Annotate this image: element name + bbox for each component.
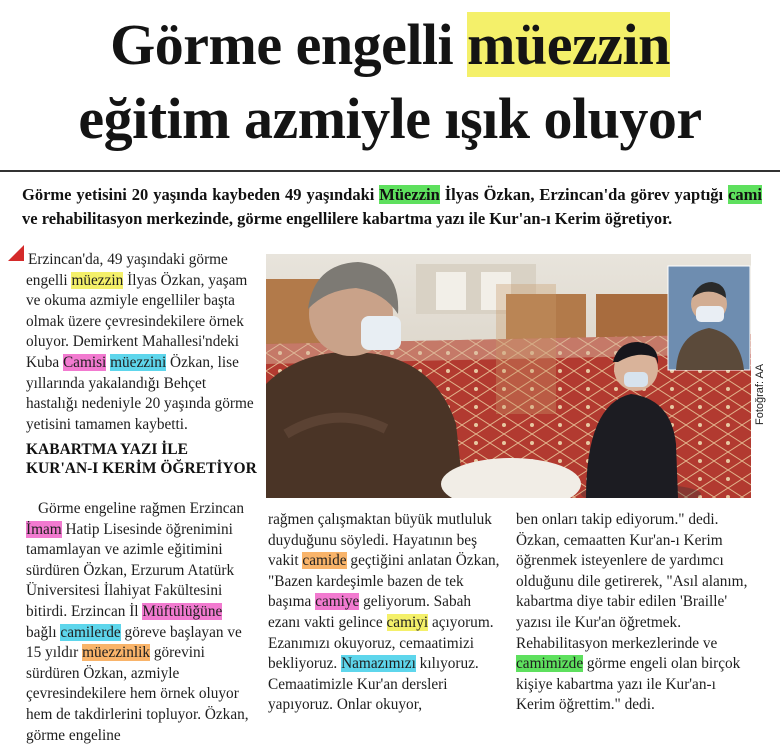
highlight-muezzin: Müezzin: [379, 185, 440, 204]
body-text: İlyas Özkan, yaşam ve okuma azmiyle engelliler başta olmak üzere çevresindekilere örnek oluyor. Demirkent Mahallesi'ndeki Kuba: [26, 271, 248, 371]
article-paragraph-1: [26, 250, 254, 435]
highlight-namazimizi: Namazımızı: [341, 655, 416, 673]
body-text: Görme engeline rağmen Erzincan: [38, 500, 244, 517]
lead-text: İlyas Özkan, Erzincan'da görev yaptığı: [439, 185, 729, 204]
highlight-camimizde: camimizde: [516, 655, 584, 673]
highlight-cami: cami: [728, 185, 762, 204]
body-text: kılıyoruz. Cemaatimizle Kur'an dersleri yapıyoruz. Onlar okuyor,: [268, 655, 479, 714]
section-marker-icon: [8, 245, 24, 261]
article-paragraph-3: [268, 510, 500, 716]
body-text: bağlı: [26, 623, 61, 641]
article-paragraph-2: [26, 499, 252, 746]
highlight-camiye: camiye: [315, 593, 360, 611]
body-text: Özkan, lise yıllarında yakalandığı Behçet hastalığı nedeniyle 20 yaşında görme yetisini tamamen kaybetti.: [26, 353, 254, 433]
body-text: görme engeli olan birçok kişiye kabartma yazı ile Kur'an-ı Kerim öğrettim." dedi.: [516, 655, 741, 714]
highlight-muezzini: müezzini: [110, 353, 167, 371]
highlight-muezzin: müezzin: [467, 12, 670, 77]
body-text: görevini sürdüren Özkan, azmiyle çevresindekilere hem örnek oluyor hem de takdirlerini topluyor. Özkan, görme engeline: [26, 644, 249, 744]
subhead-line-1: KABARTMA YAZI İLE: [26, 441, 188, 458]
body-text: Hatip Lisesinde öğrenimini tamamlayan ve azimle eğitimini sürdüren Özkan, Erzurum Atatürk Üniversitesi İlahiyat Fakültesini bitirdi. Erzincan İl: [26, 520, 235, 620]
mosque-scene-image: [266, 254, 751, 498]
lead-text: ve rehabilitasyon merkezinde, görme engellilere kabartma yazı ile Kur'an-ı Kerim öğretiyor.: [22, 209, 673, 228]
highlight-camisi: Camisi: [62, 353, 107, 371]
highlight-muezzinlik: müezzinlik: [82, 644, 151, 662]
body-text: Erzincan'da, 49 yaşındaki görme engelli: [26, 251, 228, 289]
body-text: açıyorum. Ezanımızı okuyoruz, cemaatimizi bekliyoruz.: [268, 613, 494, 673]
body-text: göreve başlayan ve 15 yıldır: [26, 623, 242, 662]
subhead-line-2: KUR'AN-I KERİM ÖĞRETİYOR: [26, 460, 257, 477]
highlight-imam: İmam: [26, 520, 62, 538]
lead-paragraph: [22, 183, 762, 231]
headline-text: Görme engelli: [110, 12, 468, 77]
article-paragraph-4: [516, 510, 748, 716]
highlight-camilerde: camilerde: [60, 623, 121, 641]
body-text: geliyorum. Sabah ezanı vakti gelince: [268, 593, 472, 631]
body-text: rağmen çalışmaktan büyük mutluluk duyduğunu söyledi. Hayatının beş vakit: [268, 511, 492, 570]
article-photo: [266, 254, 751, 498]
section-subhead: [26, 440, 266, 478]
highlight-camide: camide: [302, 552, 347, 570]
highlight-camiyi: camiyi: [386, 613, 429, 631]
highlight-muftuluk: Müftülüğüne: [142, 602, 223, 620]
body-text: geçtiğini anlatan Özkan, "Bazen kardeşimle bazen de tek başıma: [268, 552, 500, 611]
photo-credit: Fotoğraf: AA: [754, 363, 766, 425]
lead-text: Görme yetisini 20 yaşında kaybeden 49 yaşındaki: [22, 185, 380, 204]
headline-line-2: eğitim azmiyle ışık oluyor: [78, 86, 702, 151]
body-text: ben onları takip ediyorum." dedi. Özkan, cemaatten Kur'an-ı Kerim öğrenmek isteyenlere de yardımcı olduğunu dile getirerek, "Asıl alanım, kabartma diye tabir edilen 'Braille' yazısı ile Kur'an öğretmek. Rehabilitasyon merkezlerinde ve: [516, 511, 748, 652]
headline-line-1: [0, 14, 780, 76]
highlight-muezzin: müezzin: [71, 271, 124, 289]
divider-rule: [0, 170, 780, 172]
